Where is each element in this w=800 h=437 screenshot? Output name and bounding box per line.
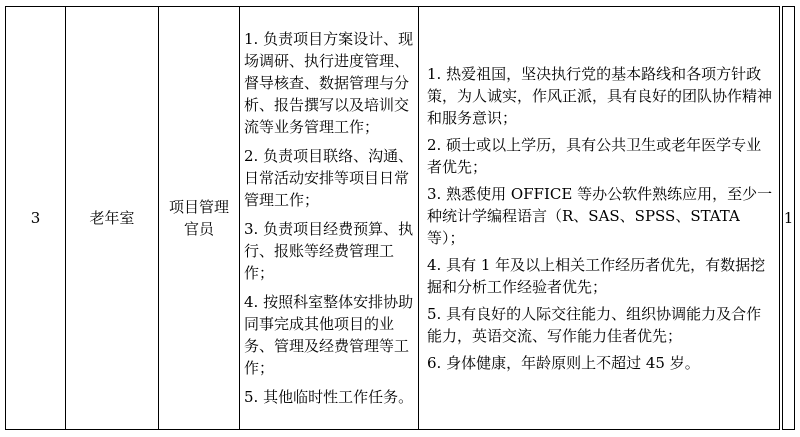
position-title: 项目管理官员 bbox=[168, 198, 229, 238]
row-number: 3 bbox=[30, 209, 41, 227]
requirements-list bbox=[419, 63, 779, 374]
requirement-item: 3. 熟悉使用 OFFICE 等办公软件熟练应用，至少一种统计学编程语言（R、SAS、SPSS、STATA 等）； bbox=[427, 184, 773, 247]
row-number-cell bbox=[6, 7, 66, 430]
recruitment-table bbox=[5, 6, 795, 430]
duty-item: 2. 负责项目联络、沟通、日常活动安排等项目日常管理工作； bbox=[244, 147, 414, 209]
requirement-item: 5. 具有良好的人际交往能力、组织协调能力及合作能力，英语交流、写作能力佳者优先； bbox=[427, 304, 762, 345]
duties-cell bbox=[240, 7, 419, 430]
department-name: 老年室 bbox=[89, 209, 135, 227]
headcount-cell bbox=[781, 7, 795, 430]
table-row bbox=[6, 7, 795, 430]
requirement-item: 4. 具有 1 年及以上相关工作经历者优先，有数据挖掘和分析工作经验者优先； bbox=[427, 255, 766, 296]
duty-item: 1. 负责项目方案设计、现场调研、执行进度管理、督导核查、数据管理与分析、报告撰写以及培训交流等业务管理工作； bbox=[244, 30, 414, 136]
duty-item: 3. 负责项目经费预算、执行、报账等经费管理工作； bbox=[244, 220, 414, 282]
requirement-item: 1. 热爱祖国，坚决执行党的基本路线和各项方针政策，为人诚实，作风正派，具有良好的团队协作精神和服务意识； bbox=[427, 64, 773, 127]
headcount: 1 bbox=[783, 209, 794, 227]
duty-item: 4. 按照科室整体安排协助同事完成其他项目的业务、管理及经费管理等工作； bbox=[244, 293, 414, 377]
requirement-item: 6. 身体健康，年龄原则上不超过 45 岁。 bbox=[427, 353, 700, 372]
requirements-cell bbox=[419, 7, 782, 430]
duties-list bbox=[240, 28, 418, 408]
requirement-item: 2. 硕士或以上学历，具有公共卫生或老年医学专业者优先； bbox=[427, 135, 762, 176]
position-cell bbox=[159, 7, 240, 430]
duty-item: 5. 其他临时性工作任务。 bbox=[244, 388, 414, 406]
department-cell bbox=[66, 7, 159, 430]
